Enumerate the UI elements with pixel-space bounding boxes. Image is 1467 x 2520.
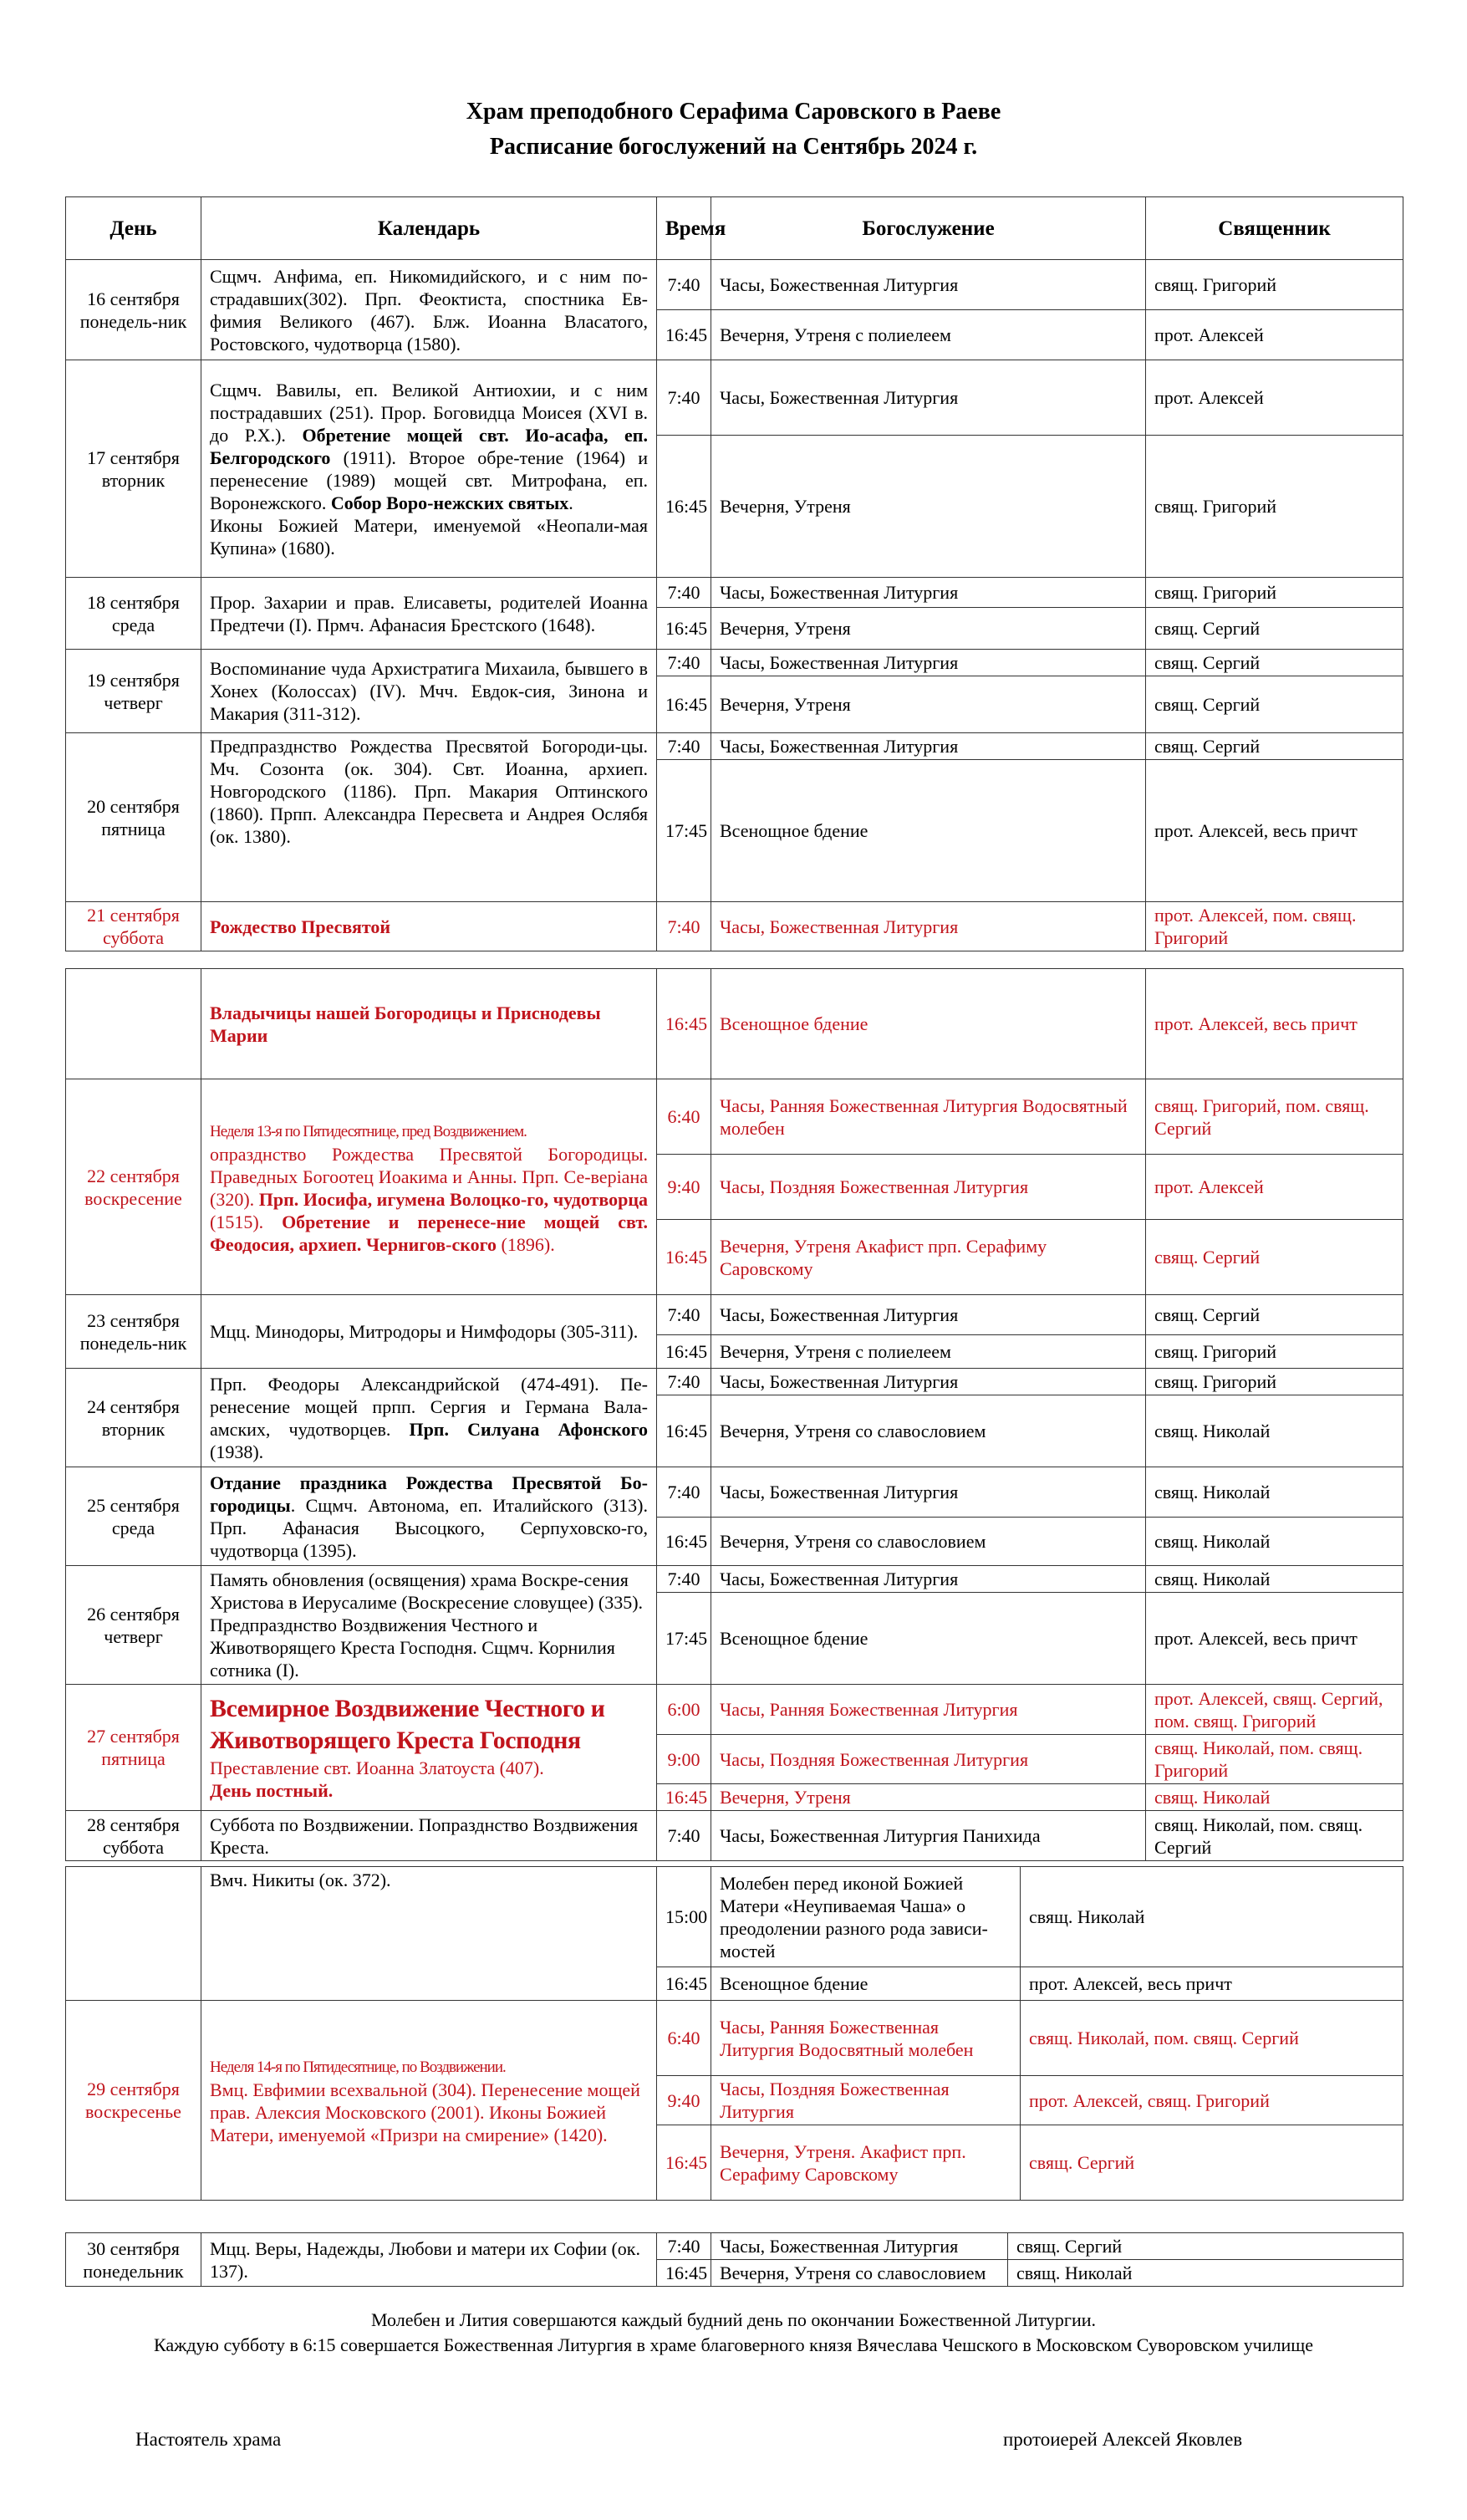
- schedule-table-2: [65, 968, 1403, 1861]
- calendar-cell: Неделя 14-я по Пятидесятнице, по Воздвижении. Вмц. Евфимии всехвальной (304). Перенесение мощей прав. Алексия Московского (2001). Иконы Божией Матери, именуемой «Призри на смирение» (1420).: [201, 2001, 657, 2201]
- calendar-cell: Рождество Пресвятой: [201, 902, 657, 951]
- table-row: [66, 1685, 1403, 1735]
- time-cell: 7:40: [657, 1369, 711, 1395]
- schedule-table-4: [65, 2232, 1403, 2287]
- time-cell: 16:45: [657, 1518, 711, 1566]
- service-cell: Часы, Божественная Литургия: [711, 578, 1146, 608]
- table-row: [66, 902, 1403, 951]
- calendar-cell: Предпразднство Рождества Пресвятой Богороди-цы. Мч. Созонта (ок. 304). Свт. Иоанна, архиеп. Новгородского (1186). Прп. Макария Оптинского (1860). Прпп. Александра Пересвета и Андрея Ослябя (ок. 1380).: [201, 733, 657, 902]
- priest-cell: свящ. Николай: [1146, 1784, 1403, 1811]
- time-cell: 7:40: [657, 360, 711, 436]
- priest-cell: свящ. Григорий: [1146, 436, 1403, 578]
- day-cell: 30 сентября понедельник: [66, 2233, 201, 2287]
- time-cell: 7:40: [657, 1295, 711, 1335]
- time-cell: 7:40: [657, 578, 711, 608]
- time-cell: 7:40: [657, 1566, 711, 1593]
- schedule-table-3: [65, 1866, 1403, 2201]
- table-row: [66, 1079, 1403, 1155]
- time-cell: 16:45: [657, 2125, 711, 2201]
- service-cell: Часы, Божественная Литургия: [711, 902, 1146, 951]
- priest-cell: прот. Алексей, весь причт: [1146, 760, 1403, 902]
- service-cell: Вечерня, Утреня со славословием: [711, 2260, 1008, 2287]
- day-cell: 18 сентября среда: [66, 578, 201, 650]
- priest-cell: свящ. Григорий: [1146, 578, 1403, 608]
- day-cell: 29 сентября воскресенье: [66, 2001, 201, 2201]
- time-cell: 16:45: [657, 1784, 711, 1811]
- service-cell: Часы, Поздняя Божественная Литургия: [711, 2076, 1021, 2125]
- calendar-cell: Вмч. Никиты (ок. 372).: [201, 1867, 657, 2001]
- col-time: Время: [657, 197, 711, 260]
- service-cell: Часы, Божественная Литургия Панихида: [711, 1811, 1146, 1861]
- priest-cell: свящ. Сергий: [1021, 2125, 1403, 2201]
- time-cell: 16:45: [657, 1967, 711, 2001]
- priest-cell: прот. Алексей, весь причт: [1146, 1593, 1403, 1685]
- priest-cell: свящ. Сергий: [1146, 650, 1403, 676]
- priest-cell: прот. Алексей: [1146, 1155, 1403, 1220]
- priest-cell: прот. Алексей: [1146, 310, 1403, 360]
- calendar-cell: Сщмч. Анфима, еп. Никомидийского, и с ним по-страдавших(302). Прп. Феоктиста, спостника Ев-фимия Великого (467). Блж. Иоанна Власатого, Ростовского, чудотворца (1580).: [201, 260, 657, 360]
- service-cell: Часы, Ранняя Божественная Литургия Водосвятный молебен: [711, 2001, 1021, 2076]
- service-cell: Часы, Божественная Литургия: [711, 1566, 1146, 1593]
- table-row: [66, 1369, 1403, 1395]
- time-cell: 17:45: [657, 1593, 711, 1685]
- table-row: [66, 650, 1403, 676]
- service-cell: Часы, Божественная Литургия: [711, 2233, 1008, 2260]
- service-cell: Часы, Божественная Литургия: [711, 733, 1146, 760]
- priest-cell: свящ. Николай: [1146, 1395, 1403, 1467]
- service-cell: Вечерня, Утреня: [711, 676, 1146, 733]
- day-cell: 21 сентября суббота: [66, 902, 201, 951]
- service-cell: Часы, Божественная Литургия: [711, 360, 1146, 436]
- service-cell: Вечерня, Утреня с полиелеем: [711, 1335, 1146, 1369]
- day-cell: 17 сентября вторник: [66, 360, 201, 578]
- table-row: [66, 260, 1403, 310]
- service-cell: Часы, Божественная Литургия: [711, 1369, 1146, 1395]
- service-cell: Всенощное бдение: [711, 969, 1146, 1079]
- table-row: [66, 2233, 1403, 2260]
- day-cell: 25 сентября среда: [66, 1467, 201, 1566]
- time-cell: 16:45: [657, 676, 711, 733]
- service-cell: Вечерня, Утреня: [711, 608, 1146, 650]
- time-cell: 16:45: [657, 969, 711, 1079]
- service-cell: Всенощное бдение: [711, 1967, 1021, 2001]
- calendar-cell: Всемирное Воздвижение Честного и Животворящего Креста Господня Преставление свт. Иоанна Златоуста (407). День постный.: [201, 1685, 657, 1811]
- time-cell: 16:45: [657, 310, 711, 360]
- time-cell: 7:40: [657, 902, 711, 951]
- table-row: [66, 1811, 1403, 1861]
- priest-cell: свящ. Григорий: [1146, 1335, 1403, 1369]
- service-cell: Часы, Божественная Литургия: [711, 260, 1146, 310]
- priest-cell: прот. Алексей, весь причт: [1146, 969, 1403, 1079]
- calendar-cell: Мцц. Веры, Надежды, Любови и матери их Софии (ок. 137).: [201, 2233, 657, 2287]
- priest-cell: свящ. Николай: [1008, 2260, 1403, 2287]
- priest-cell: свящ. Николай, пом. свящ. Сергий: [1146, 1811, 1403, 1861]
- table-row: [66, 1295, 1403, 1335]
- priest-cell: прот. Алексей, пом. свящ. Григорий: [1146, 902, 1403, 951]
- priest-cell: свящ. Сергий: [1146, 1295, 1403, 1335]
- priest-cell: прот. Алексей: [1146, 360, 1403, 436]
- time-cell: 9:40: [657, 2076, 711, 2125]
- rector-name: протоиерей Алексей Яковлев: [1003, 2429, 1243, 2450]
- time-cell: 9:00: [657, 1735, 711, 1784]
- priest-cell: свящ. Сергий: [1146, 608, 1403, 650]
- time-cell: 6:40: [657, 2001, 711, 2076]
- calendar-cell: Прор. Захарии и прав. Елисаветы, родителей Иоанна Предтечи (I). Прмч. Афанасия Брестского (1648).: [201, 578, 657, 650]
- time-cell: 9:40: [657, 1155, 711, 1220]
- priest-cell: свящ. Григорий: [1146, 1369, 1403, 1395]
- priest-cell: свящ. Николай: [1146, 1467, 1403, 1518]
- calendar-cell: Неделя 13-я по Пятидесятнице, пред Воздвижением. опразднство Рождества Пресвятой Богородицы. Праведных Богоотец Иоакима и Анны. Прп. Се-верiана (320). Прп. Иосифа, игумена Волоцко-го, чудотворца (1515). Обретение и перенесе-ние мощей свт. Феодосия, архиеп. Чернигов-ского (1896).: [201, 1079, 657, 1295]
- day-cell: 19 сентября четверг: [66, 650, 201, 733]
- time-cell: 7:40: [657, 260, 711, 310]
- service-cell: Вечерня, Утреня со славословием: [711, 1395, 1146, 1467]
- priest-cell: прот. Алексей, свящ. Григорий: [1021, 2076, 1403, 2125]
- service-cell: Вечерня, Утреня со славословием: [711, 1518, 1146, 1566]
- calendar-cell: Отдание праздника Рождества Пресвятой Бо-городицы. Сщмч. Автонома, еп. Италийского (313). Прп. Афанасия Высоцкого, Серпуховско-го, чудотворца (1395).: [201, 1467, 657, 1566]
- service-cell: Часы, Божественная Литургия: [711, 1467, 1146, 1518]
- time-cell: 15:00: [657, 1867, 711, 1967]
- table-row: [66, 969, 1403, 1079]
- church-title: Храм преподобного Серафима Саровского в Раеве: [466, 99, 1001, 125]
- calendar-cell: Мцц. Минодоры, Митродоры и Нимфодоры (305-311).: [201, 1295, 657, 1369]
- day-cell: 23 сентября понедель-ник: [66, 1295, 201, 1369]
- table-row: [66, 1566, 1403, 1593]
- time-cell: 7:40: [657, 650, 711, 676]
- service-cell: Всенощное бдение: [711, 1593, 1146, 1685]
- table-row: [66, 360, 1403, 436]
- table-row: [66, 1467, 1403, 1518]
- calendar-cell: Сщмч. Вавилы, еп. Великой Антиохии, и с ним пострадавших (251). Прор. Боговидца Моисея (XVI в. до Р.Х.). Обретение мощей свт. Ио-асафа, еп. Белгородского (1911). Второе обре-тение (1964) и перенесение (1989) мощей свт. Митрофана, еп. Воронежского. Собор Воро-нежских святых. Иконы Божией Матери, именуемой «Неопали-мая Купина» (1680).: [201, 360, 657, 578]
- priest-cell: прот. Алексей, свящ. Сергий, пом. свящ. Григорий: [1146, 1685, 1403, 1735]
- note-saturday: Каждую субботу в 6:15 совершается Божественная Литургия в храме благоверного князя Вячеслава Чешского в Московском Суворовском училище: [153, 2334, 1314, 2355]
- day-cell: 20 сентября пятница: [66, 733, 201, 902]
- service-cell: Молебен перед иконой Божией Матери «Неупиваемая Чаша» о преодолении разного рода зависи-мостей: [711, 1867, 1021, 1967]
- day-cell: [66, 969, 201, 1079]
- table-row: [66, 1867, 1403, 1967]
- col-calendar: Календарь: [201, 197, 657, 260]
- priest-cell: свящ. Николай: [1146, 1518, 1403, 1566]
- day-cell: 26 сентября четверг: [66, 1566, 201, 1685]
- calendar-cell: Воспоминание чуда Архистратига Михаила, бывшего в Хонех (Колоссах) (IV). Мчч. Евдок-сия, Зинона и Макария (311-312).: [201, 650, 657, 733]
- table-header-row: [66, 197, 1403, 260]
- service-cell: Вечерня, Утреня с полиелеем: [711, 310, 1146, 360]
- priest-cell: свящ. Николай, пом. свящ. Сергий: [1021, 2001, 1403, 2076]
- table-row: [66, 733, 1403, 760]
- time-cell: 7:40: [657, 733, 711, 760]
- service-cell: Вечерня, Утреня: [711, 1784, 1146, 1811]
- service-cell: Часы, Ранняя Божественная Литургия Водосвятный молебен: [711, 1079, 1146, 1155]
- time-cell: 7:40: [657, 1467, 711, 1518]
- calendar-cell: Суббота по Воздвижении. Попразднство Воздвижения Креста.: [201, 1811, 657, 1861]
- time-cell: 16:45: [657, 2260, 711, 2287]
- rector-label: Настоятель храма: [135, 2429, 282, 2450]
- time-cell: 7:40: [657, 2233, 711, 2260]
- time-cell: 16:45: [657, 1220, 711, 1295]
- service-cell: Часы, Божественная Литургия: [711, 1295, 1146, 1335]
- day-cell: 22 сентября воскресение: [66, 1079, 201, 1295]
- priest-cell: свящ. Сергий: [1146, 733, 1403, 760]
- priest-cell: свящ. Николай: [1146, 1566, 1403, 1593]
- service-cell: Часы, Божественная Литургия: [711, 650, 1146, 676]
- schedule-title: Расписание богослужений на Сентябрь 2024 г.: [489, 134, 978, 160]
- priest-cell: свящ. Григорий: [1146, 260, 1403, 310]
- service-cell: Часы, Поздняя Божественная Литургия: [711, 1735, 1146, 1784]
- day-cell: 27 сентября пятница: [66, 1685, 201, 1811]
- time-cell: 6:00: [657, 1685, 711, 1735]
- priest-cell: свящ. Григорий, пом. свящ. Сергий: [1146, 1079, 1403, 1155]
- time-cell: 6:40: [657, 1079, 711, 1155]
- calendar-cell: Прп. Феодоры Александрийской (474-491). Пе-ренесение мощей прпп. Сергия и Германа Вала-амских, чудотворцев. Прп. Силуана Афонского (1938).: [201, 1369, 657, 1467]
- day-cell: [66, 1867, 201, 2001]
- priest-cell: свящ. Сергий: [1008, 2233, 1403, 2260]
- time-cell: 7:40: [657, 1811, 711, 1861]
- priest-cell: свящ. Николай: [1021, 1867, 1403, 1967]
- service-cell: Вечерня, Утреня Акафист прп. Серафиму Саровскому: [711, 1220, 1146, 1295]
- time-cell: 16:45: [657, 1335, 711, 1369]
- day-cell: 16 сентября понедель-ник: [66, 260, 201, 360]
- day-cell: 24 сентября вторник: [66, 1369, 201, 1467]
- priest-cell: свящ. Сергий: [1146, 1220, 1403, 1295]
- time-cell: 16:45: [657, 1395, 711, 1467]
- calendar-cell: Память обновления (освящения) храма Воскре-сения Христова в Иерусалиме (Воскресение словущее) (335). Предпразднство Воздвижения Честного и Животворящего Креста Господня. Сщмч. Корнилия сотника (I).: [201, 1566, 657, 1685]
- calendar-cell: Владычицы нашей Богородицы и Приснодевы Марии: [201, 969, 657, 1079]
- time-cell: 17:45: [657, 760, 711, 902]
- priest-cell: прот. Алексей, весь причт: [1021, 1967, 1403, 2001]
- service-cell: Всенощное бдение: [711, 760, 1146, 902]
- service-cell: Вечерня, Утреня: [711, 436, 1146, 578]
- col-day: День: [66, 197, 201, 260]
- priest-cell: свящ. Николай, пом. свящ. Григорий: [1146, 1735, 1403, 1784]
- note-moleben: Молебен и Лития совершаются каждый будний день по окончании Божественной Литургии.: [371, 2309, 1096, 2330]
- priest-cell: свящ. Сергий: [1146, 676, 1403, 733]
- service-cell: Часы, Поздняя Божественная Литургия: [711, 1155, 1146, 1220]
- time-cell: 16:45: [657, 608, 711, 650]
- service-cell: Вечерня, Утреня. Акафист прп. Серафиму Саровскому: [711, 2125, 1021, 2201]
- day-cell: 28 сентября суббота: [66, 1811, 201, 1861]
- col-priest: Священник: [1146, 197, 1403, 260]
- service-cell: Часы, Ранняя Божественная Литургия: [711, 1685, 1146, 1735]
- time-cell: 16:45: [657, 436, 711, 578]
- schedule-table-1: [65, 196, 1403, 951]
- col-service: Богослужение: [711, 197, 1146, 260]
- table-row: [66, 2001, 1403, 2076]
- table-row: [66, 578, 1403, 608]
